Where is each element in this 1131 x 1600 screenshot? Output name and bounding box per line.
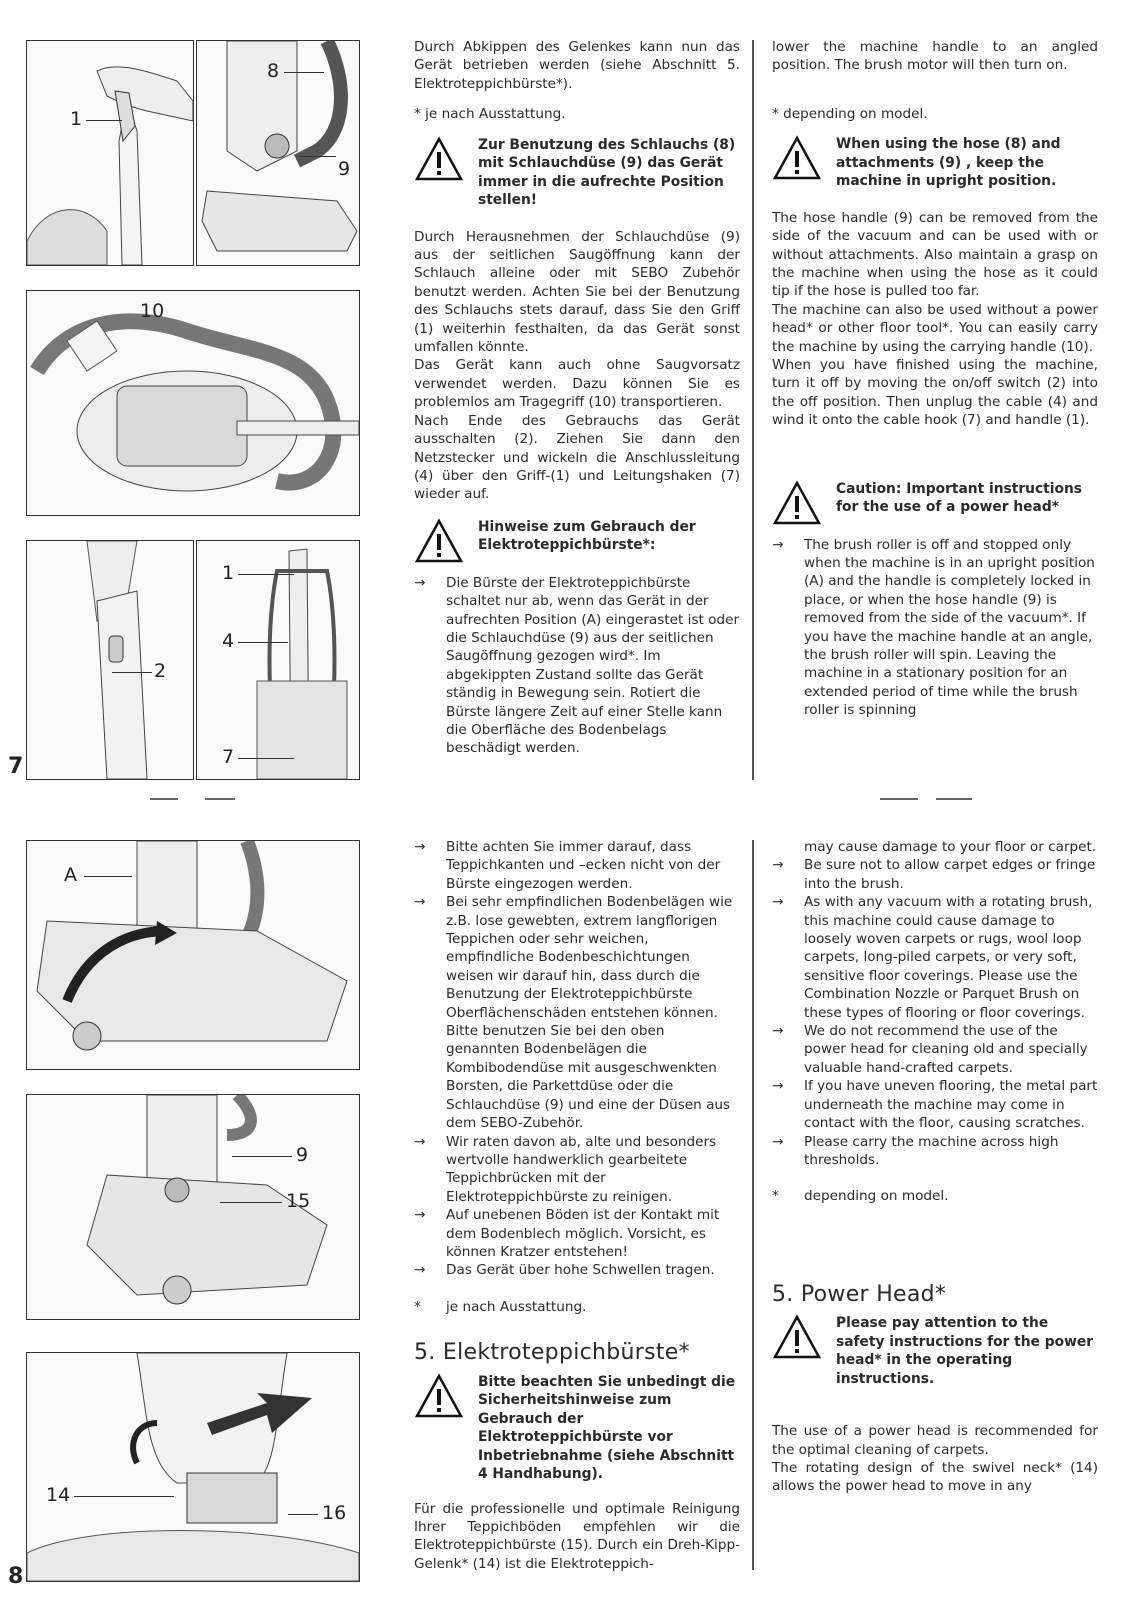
list-item: → Be sure not to allow carpet edges or fringe into the brush. — [772, 857, 1096, 892]
callout-8: 8 — [267, 60, 280, 82]
list-item: → Please carry the machine across high thresholds. — [772, 1133, 1059, 1168]
bullet-list — [414, 574, 740, 758]
callout-line — [84, 876, 132, 877]
arrow-icon: → — [772, 1078, 784, 1095]
callout-7: 7 — [222, 746, 235, 768]
asterisk: * — [414, 1298, 421, 1315]
callout-1: 1 — [70, 108, 83, 130]
arrow-icon: → — [414, 1262, 426, 1279]
warning-box — [772, 1314, 1098, 1388]
callout-line — [288, 1514, 318, 1515]
arrow-icon: → — [772, 536, 784, 553]
callout-10: 10 — [140, 300, 165, 322]
list-item: → Auf unebenen Böden ist der Kontakt mit dem Bodenblech möglich. Vorsicht, es können Kratzer entstehen! — [414, 1207, 720, 1260]
callout-line — [112, 672, 152, 673]
figure-cable-storage — [196, 540, 360, 780]
warning-text: When using the hose (8) and attachments (9) , keep the machine in upright position. — [836, 136, 1061, 190]
callout-line — [238, 574, 294, 575]
paragraph: The hose handle (9) can be removed from the side of the vacuum and can be used with or without attachments. Also maintain a grasp on the machine when using the hose as it could tip if the hose is pulled too far. — [772, 209, 1098, 300]
callout-line — [74, 1496, 174, 1497]
callout-line — [232, 1156, 292, 1157]
list-item: → Bei sehr empfindlichen Bodenbelägen wie z.B. lose gewebten, extrem langflorigen Teppichen oder sehr weichen, empfindliche Bodenbeschichtungen weisen wir darauf hin, dass durch die Benutzung der Elektroteppichbürste Oberflächenschäden entstehen können. Bitte benutzen Sie bei den oben genannten Bodenbelägen die Kombibodendüse mit ausgeschwenkten Borsten, die Parkettdüse oder die Schlauchdüse (9) und eine der Düsen aus dem SEBO-Zubehör. — [414, 894, 733, 1132]
page-separator — [150, 798, 178, 800]
german-column-top — [414, 38, 740, 758]
column-divider — [752, 40, 754, 780]
arrow-icon: → — [772, 1133, 784, 1150]
warning-box — [414, 1373, 740, 1484]
callout-line — [220, 1202, 282, 1203]
callout-4: 4 — [222, 630, 235, 652]
footnote: * je nach Ausstattung. — [414, 106, 566, 123]
callout-9: 9 — [296, 1144, 309, 1166]
page-separator — [936, 798, 972, 800]
callout-line — [300, 156, 336, 157]
footnote: * depending on model. — [772, 1188, 949, 1205]
bullet-list — [414, 838, 740, 1280]
list-item: → Das Gerät über hohe Schwellen tragen. — [414, 1262, 715, 1279]
arrow-icon: → — [414, 839, 426, 855]
list-item: → Bitte achten Sie immer darauf, dass Teppichkanten und –ecken nicht von der Bürste eingezogen werden. — [414, 839, 721, 892]
warning-text: Caution: Important instructions for the use of a power head* — [836, 480, 1082, 516]
on-off-switch-illustration — [27, 541, 193, 779]
warning-text: Hinweise zum Gebrauch der Elektroteppichbürste*: — [478, 518, 696, 554]
asterisk: * — [772, 1188, 779, 1205]
arrow-icon: → — [414, 894, 426, 911]
handle-grip-illustration — [27, 41, 193, 265]
warning-triangle-icon — [772, 1314, 822, 1360]
figure-carrying-handle — [26, 290, 360, 516]
figure-on-off-switch — [26, 540, 194, 780]
arrow-icon: → — [772, 857, 784, 874]
callout-2: 2 — [154, 660, 167, 682]
warning-box — [772, 135, 1098, 191]
warning-box — [772, 480, 1098, 526]
warning-triangle-icon — [772, 480, 822, 526]
callout-line — [86, 120, 122, 121]
footnote: * je nach Ausstattung. — [414, 1298, 587, 1315]
arrow-icon: → — [414, 1133, 426, 1150]
page-separator — [205, 798, 235, 800]
arrow-icon: → — [772, 894, 784, 911]
list-item: → If you have uneven flooring, the metal part underneath the machine may come in contact with the floor, causing scratches. — [772, 1078, 1098, 1132]
paragraph: Durch Abkippen des Gelenkes kann nun das Gerät betrieben werden (siehe Abschnitt 5. Elektroteppichbürste*). — [414, 39, 740, 92]
list-item: → As with any vacuum with a rotating brush, this machine could cause damage to loosely woven carpets or rugs, wool loop carpets, long-piled carpets, or very soft, sensitive floor coverings. Please use the Combination Nozzle or Parquet Brush on these types of flooring or floor coverings. — [772, 894, 1093, 1021]
page-separator — [880, 798, 918, 800]
list-item: → We do not recommend the use of the power head for cleaning old and specially valuable hand-crafted carpets. — [772, 1023, 1088, 1076]
figure-handle-grip — [26, 40, 194, 266]
section-heading: 5. Elektroteppichbürste* — [414, 1340, 690, 1366]
list-item: → Wir raten davon ab, alte und besonders wertvolle handwerklich gearbeitete Teppichbrücken mit der Elektroteppichbürste zu reinigen. — [414, 1133, 717, 1205]
paragraph: Durch Herausnehmen der Schlauchdüse (9) aus der seitlichen Saugöffnung kann der Schlauch alleine oder mit SEBO Zubehör benutzt werden. Achten Sie bei der Benutzung des Schlauchs stets darauf, dass Sie den Griff (1) weiterhin festhalten, da das Gerät sonst umfallen könnte. — [414, 228, 740, 356]
callout-14: 14 — [46, 1484, 71, 1506]
page-number: 7 — [8, 754, 24, 779]
paragraph: The rotating design of the swivel neck* (14) allows the power head to move in any — [772, 1459, 1098, 1495]
paragraph: The use of a power head is recommended for the optimal cleaning of carpets. — [772, 1423, 1098, 1458]
warning-text: Zur Benutzung des Schlauchs (8) mit Schlauchdüse (9) das Gerät immer in die aufrechte Position stellen! — [478, 136, 736, 209]
bullet-list — [772, 856, 1098, 1169]
callout-line — [238, 758, 294, 759]
bullet-list — [772, 536, 1098, 720]
swivel-neck-illustration — [27, 1353, 359, 1581]
german-column-bottom — [414, 838, 740, 1573]
warning-triangle-icon — [772, 135, 822, 181]
footnote: * depending on model. — [772, 105, 928, 122]
paragraph: Das Gerät kann auch ohne Saugvorsatz verwendet werden. Dazu können Sie es problemlos am Tragegriff (10) transportieren. — [414, 357, 740, 411]
warning-text: Please pay attention to the safety instructions for the power head* in the operating instructions. — [836, 1315, 1094, 1387]
paragraph: The machine can also be used without a power head* or other floor tool*. You can easily carry the machine by using the carrying handle (10). — [772, 301, 1098, 355]
callout-15: 15 — [286, 1190, 311, 1212]
paragraph: When you have finished using the machine, turn it off by moving the on/off switch (2) into the off position. Then unplug the cable (4) and wind it onto the cable hook (7) and handle (1). — [772, 356, 1098, 429]
warning-box — [414, 136, 740, 210]
callout-16: 16 — [322, 1502, 347, 1524]
column-divider — [752, 840, 754, 1570]
callout-line — [284, 72, 324, 73]
section-heading: 5. Power Head* — [772, 1281, 947, 1307]
figure-swivel-neck — [26, 1352, 360, 1582]
warning-text: Bitte beachten Sie unbedingt die Sicherheitshinweise zum Gebrauch der Elektroteppichbürste vor Inbetriebnahme (siehe Abschnitt 4 Handhabung). — [478, 1373, 736, 1483]
arrow-icon: → — [414, 1207, 426, 1224]
arrow-icon: → — [414, 574, 426, 591]
callout-9: 9 — [338, 158, 351, 180]
paragraph: Für die professionelle und optimale Reinigung Ihrer Teppichböden empfehlen wir die Elektroteppichbürste (15). Durch ein Dreh-Kipp-Gelenk* (14) ist die Elektroteppich- — [414, 1500, 740, 1572]
warning-box — [414, 518, 740, 564]
english-column-top — [772, 38, 1098, 720]
list-item: → The brush roller is off and stopped only when the machine is in an upright position (A) and the handle is completely locked in place, or when the hose handle (9) is removed from the side of the vacuum*. If you have the machine handle at an angle, the brush roller will spin. Leaving the machine in a stationary position for an extended period of time while the brush roller is spinning — [772, 536, 1095, 719]
list-item: → Die Bürste der Elektroteppichbürste schaltet nur ab, wenn das Gerät in der aufrechten Position (A) eingerastet ist oder die Schlauchdüse (9) aus der seitlichen Saugöffnung gezogen wird*. Im abgekippten Zustand sollte das Gerät ständig in Bewegung sein. Rotiert die Bürste längere Zeit auf einer Stelle kann die Oberfläche des Bodenbelags beschädigt werden. — [414, 574, 740, 757]
english-column-bottom — [772, 838, 1098, 1496]
warning-triangle-icon — [414, 518, 464, 564]
paragraph: lower the machine handle to an angled position. The brush motor will then turn on. — [772, 39, 1098, 74]
carrying-handle-illustration — [27, 291, 359, 515]
warning-triangle-icon — [414, 1373, 464, 1419]
callout-line — [238, 642, 288, 643]
paragraph: Nach Ende des Gebrauchs das Gerät ausschalten (2). Ziehen Sie dann den Netzstecker und wickeln die Anschlussleitung (4) über den Griff-(1) und Leitungshaken (7) wieder auf. — [414, 412, 740, 503]
paragraph: may cause damage to your floor or carpet. — [804, 839, 1097, 855]
callout-a: A — [64, 864, 77, 886]
warning-triangle-icon — [414, 136, 464, 182]
arrow-icon: → — [772, 1023, 784, 1040]
callout-1: 1 — [222, 562, 235, 584]
page-number: 8 — [8, 1564, 24, 1589]
